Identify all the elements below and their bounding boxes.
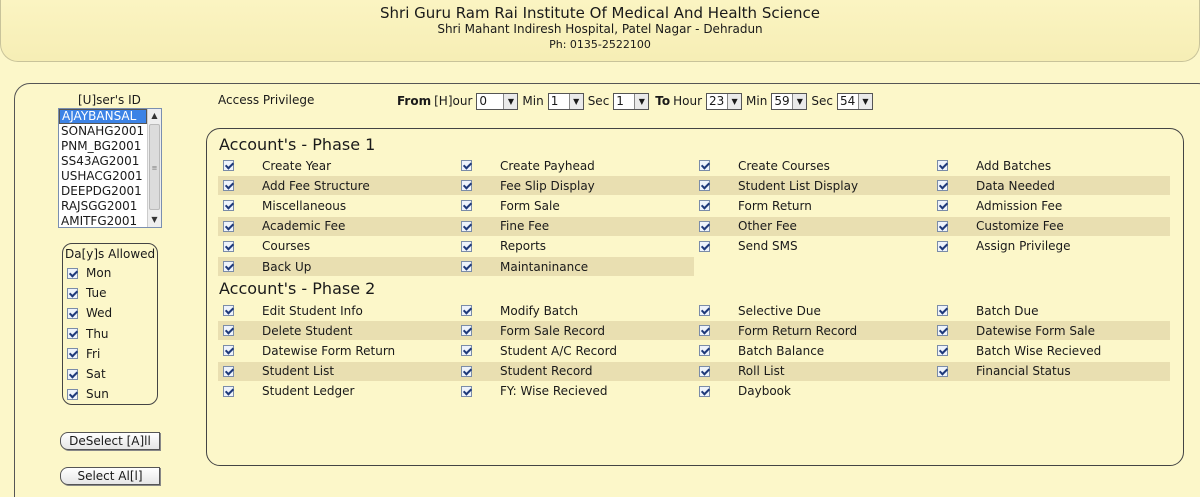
privilege-item — [932, 196, 1170, 215]
privilege-checkbox[interactable] — [461, 325, 472, 336]
privilege-label: Modify Batch — [500, 303, 579, 318]
day-checkbox[interactable] — [67, 348, 78, 359]
privilege-label: Back Up — [262, 259, 312, 274]
privilege-row — [218, 196, 1170, 215]
from-hour-select[interactable]: 0 ▼ — [476, 93, 518, 110]
privilege-item — [456, 301, 694, 320]
privilege-item — [218, 196, 456, 215]
day-checkbox[interactable] — [67, 308, 78, 319]
privilege-label: Form Return Record — [738, 323, 858, 338]
privilege-checkbox[interactable] — [223, 160, 234, 171]
to-sec-label: Sec — [811, 94, 833, 108]
chevron-down-icon: ▼ — [792, 94, 806, 109]
from-label: From — [397, 94, 432, 108]
chevron-down-icon: ▼ — [727, 94, 741, 109]
privilege-checkbox[interactable] — [937, 325, 948, 336]
privilege-row — [218, 176, 1170, 195]
day-label: Thu — [86, 326, 109, 341]
privilege-label: Form Return — [738, 198, 812, 213]
privilege-checkbox[interactable] — [461, 345, 472, 356]
privilege-label: Edit Student Info — [262, 303, 363, 318]
privilege-row — [218, 321, 1170, 340]
scroll-up-icon[interactable]: ▲ — [151, 111, 158, 120]
privilege-checkbox[interactable] — [461, 241, 472, 252]
privilege-checkbox[interactable] — [937, 345, 948, 356]
privilege-checkbox[interactable] — [223, 241, 234, 252]
days-allowed-label: Da[y]s Allowed — [65, 247, 156, 261]
privilege-label: Maintaninance — [500, 259, 589, 274]
privilege-label: Student Record — [500, 364, 593, 379]
privilege-label: Add Fee Structure — [262, 178, 370, 193]
privilege-label: Datewise Form Return — [262, 343, 396, 358]
user-list-item[interactable]: SONAHG2001 — [61, 124, 145, 138]
user-list-item[interactable]: USHACG2001 — [61, 169, 143, 183]
privilege-label: Assign Privilege — [976, 239, 1071, 254]
privilege-row — [218, 301, 1170, 320]
user-id-label: [U]ser's ID — [78, 93, 141, 107]
privilege-label: Create Payhead — [500, 158, 595, 173]
days-allowed-group — [62, 243, 158, 405]
day-label: Mon — [86, 266, 112, 280]
privilege-label: Form Sale Record — [500, 323, 606, 338]
privilege-row — [218, 217, 1170, 236]
privilege-checkbox[interactable] — [223, 345, 234, 356]
privilege-checkbox[interactable] — [461, 160, 472, 171]
privilege-item — [932, 321, 1170, 340]
privilege-label: Batch Balance — [738, 343, 825, 358]
user-list-item[interactable]: DEEPDG2001 — [61, 184, 142, 198]
privilege-checkbox[interactable] — [223, 221, 234, 232]
from-sec-select[interactable]: 1 ▼ — [613, 93, 649, 110]
privilege-label: Miscellaneous — [262, 198, 347, 213]
privilege-label: Fine Fee — [500, 219, 550, 234]
chevron-down-icon: ▼ — [634, 94, 648, 109]
privilege-item — [456, 341, 694, 360]
privilege-item — [932, 341, 1170, 360]
privilege-item — [932, 362, 1170, 381]
user-list-item[interactable]: RAJSGG2001 — [61, 199, 138, 213]
day-row-fri — [67, 346, 100, 362]
privilege-checkbox[interactable] — [461, 200, 472, 211]
day-checkbox[interactable] — [67, 328, 78, 339]
privilege-checkbox[interactable] — [699, 160, 710, 171]
privilege-item — [694, 196, 932, 215]
privilege-checkbox[interactable] — [461, 221, 472, 232]
day-row-wed — [67, 305, 112, 321]
select-all-button[interactable]: Select Al[l] — [60, 467, 160, 485]
privilege-item — [694, 217, 932, 236]
privilege-row — [218, 341, 1170, 360]
privilege-checkbox[interactable] — [937, 221, 948, 232]
privilege-item — [456, 237, 694, 256]
from-min-select[interactable]: 1 ▼ — [548, 93, 584, 110]
privilege-item — [456, 382, 694, 401]
privilege-label: Academic Fee — [262, 219, 346, 234]
user-list-item[interactable]: PNM_BG2001 — [61, 139, 142, 153]
privilege-checkbox[interactable] — [937, 160, 948, 171]
hospital-subtitle: Shri Mahant Indiresh Hospital, Patel Nagar - Dehradun — [437, 22, 763, 36]
deselect-all-button[interactable]: DeSelect [A]ll — [60, 432, 160, 450]
day-label: Sat — [86, 367, 106, 381]
privilege-item — [218, 176, 456, 195]
privilege-checkbox[interactable] — [937, 180, 948, 191]
privilege-label: Batch Wise Recieved — [976, 343, 1102, 358]
privilege-label: Create Year — [262, 158, 332, 173]
phase2-title: Account's - Phase 2 — [219, 279, 376, 298]
user-list-scrollbar[interactable] — [147, 109, 161, 227]
privilege-checkbox[interactable] — [699, 241, 710, 252]
privilege-checkbox[interactable] — [699, 325, 710, 336]
privilege-item — [932, 237, 1170, 256]
user-list-item[interactable]: AMITFG2001 — [61, 214, 138, 228]
privilege-checkbox[interactable] — [461, 305, 472, 316]
privilege-label: Fee Slip Display — [500, 178, 595, 193]
privilege-label: Delete Student — [262, 323, 353, 338]
to-sec-select[interactable]: 54 ▼ — [837, 93, 873, 110]
privilege-label: Send SMS — [738, 239, 798, 254]
privilege-checkbox[interactable] — [937, 241, 948, 252]
privilege-label: Batch Due — [976, 303, 1039, 318]
from-sec-label: Sec — [587, 94, 610, 108]
privilege-item — [932, 176, 1170, 195]
to-hour-select[interactable]: 23 ▼ — [706, 93, 742, 110]
privilege-label: Create Courses — [738, 158, 830, 173]
privilege-checkbox[interactable] — [699, 200, 710, 211]
day-row-thu — [67, 326, 109, 342]
privilege-checkbox[interactable] — [223, 325, 234, 336]
phase1-title: Account's - Phase 1 — [219, 135, 376, 154]
privilege-item — [218, 341, 456, 360]
day-label: Fri — [86, 346, 101, 361]
to-label: To — [655, 94, 671, 108]
privilege-label: Selective Due — [738, 303, 821, 318]
scroll-thumb[interactable]: ≡ — [149, 124, 160, 210]
privilege-item — [694, 176, 932, 195]
privilege-item — [456, 362, 694, 381]
privilege-label: Form Sale — [500, 198, 560, 213]
user-list-item[interactable]: SS43AG2001 — [61, 154, 140, 168]
privilege-item — [694, 301, 932, 320]
privilege-checkbox[interactable] — [699, 305, 710, 316]
privilege-item — [218, 382, 456, 401]
privilege-label: Student List — [262, 364, 335, 379]
day-checkbox[interactable] — [67, 268, 78, 279]
privilege-checkbox[interactable] — [461, 366, 472, 377]
header-banner — [0, 0, 1200, 62]
privilege-item — [456, 217, 694, 236]
chevron-down-icon: ▼ — [503, 94, 517, 109]
privilege-checkbox[interactable] — [699, 345, 710, 356]
privilege-checkbox[interactable] — [937, 366, 948, 377]
privilege-label: Student A/C Record — [500, 343, 617, 358]
privilege-item — [694, 341, 932, 360]
privilege-item — [456, 196, 694, 215]
day-row-mon — [67, 265, 111, 281]
privilege-checkbox[interactable] — [699, 366, 710, 377]
privilege-row — [218, 362, 1170, 381]
privilege-checkbox[interactable] — [223, 386, 234, 397]
privilege-label: Other Fee — [738, 219, 797, 234]
privilege-checkbox[interactable] — [461, 180, 472, 191]
privilege-row — [218, 257, 694, 276]
privilege-label: Data Needed — [976, 178, 1055, 193]
day-row-sun — [67, 386, 109, 402]
privilege-label: Courses — [262, 239, 311, 254]
privilege-item — [694, 362, 932, 381]
privilege-item — [456, 321, 694, 340]
privilege-checkbox[interactable] — [223, 180, 234, 191]
privilege-checkbox[interactable] — [937, 200, 948, 211]
privilege-checkbox[interactable] — [699, 180, 710, 191]
day-checkbox[interactable] — [67, 369, 78, 380]
from-min-label: Min — [522, 94, 544, 108]
chevron-down-icon: ▼ — [569, 94, 583, 109]
privilege-checkbox[interactable] — [223, 261, 234, 272]
privilege-label: FY: Wise Recieved — [500, 384, 608, 399]
privilege-checkbox[interactable] — [461, 386, 472, 397]
privilege-row — [218, 382, 932, 401]
privilege-label: Financial Status — [976, 364, 1071, 379]
day-checkbox[interactable] — [67, 389, 78, 400]
privilege-label: Daybook — [738, 384, 791, 399]
privilege-item — [694, 382, 932, 401]
privilege-checkbox[interactable] — [937, 305, 948, 316]
privilege-item — [218, 237, 456, 256]
privilege-label: Customize Fee — [976, 219, 1064, 234]
privilege-item — [456, 156, 694, 175]
privilege-row — [218, 237, 1170, 256]
user-id-listbox[interactable] — [58, 108, 162, 228]
privilege-item — [694, 156, 932, 175]
scroll-down-icon[interactable]: ▼ — [151, 215, 158, 224]
day-row-sat — [67, 366, 106, 382]
day-label: Sun — [86, 387, 109, 402]
privilege-item — [932, 301, 1170, 320]
privilege-item — [218, 321, 456, 340]
day-row-tue — [67, 285, 107, 301]
privilege-checkbox[interactable] — [223, 305, 234, 316]
chevron-down-icon: ▼ — [858, 94, 872, 109]
privilege-item — [218, 257, 456, 276]
time-range-row — [397, 92, 873, 110]
privilege-checkbox[interactable] — [699, 386, 710, 397]
to-hour-label: Hour — [673, 94, 703, 108]
privilege-label: Student List Display — [738, 178, 859, 193]
user-list-item[interactable]: AJAYBANSAL — [59, 109, 147, 124]
day-label: Tue — [86, 286, 107, 301]
privilege-item — [694, 237, 932, 256]
privilege-label: Datewise Form Sale — [976, 323, 1096, 338]
from-hour-label: [H]our — [434, 94, 473, 108]
privilege-item — [218, 362, 456, 381]
privilege-item — [932, 217, 1170, 236]
privilege-item — [218, 156, 456, 175]
privilege-label: Roll List — [738, 364, 785, 379]
to-min-label: Min — [746, 94, 768, 108]
privilege-checkbox[interactable] — [461, 261, 472, 272]
access-privilege-label: Access Privilege — [218, 93, 315, 107]
privilege-label: Admission Fee — [976, 198, 1063, 213]
privilege-label: Student Ledger — [262, 384, 355, 399]
privilege-row — [218, 156, 1170, 175]
privilege-item — [218, 217, 456, 236]
day-checkbox[interactable] — [67, 288, 78, 299]
phone-number: Ph: 0135-2522100 — [549, 38, 651, 51]
privilege-item — [456, 176, 694, 195]
privilege-label: Add Batches — [976, 158, 1052, 173]
day-label: Wed — [86, 306, 113, 321]
privilege-checkbox[interactable] — [223, 200, 234, 211]
institute-title: Shri Guru Ram Rai Institute Of Medical And Health Science — [380, 4, 820, 22]
privilege-item — [456, 257, 694, 276]
privilege-checkbox[interactable] — [223, 366, 234, 377]
privilege-checkbox[interactable] — [699, 221, 710, 232]
to-min-select[interactable]: 59 ▼ — [771, 93, 807, 110]
privilege-item — [694, 321, 932, 340]
privilege-label: Reports — [500, 239, 547, 254]
privilege-item — [218, 301, 456, 320]
privilege-item — [932, 156, 1170, 175]
